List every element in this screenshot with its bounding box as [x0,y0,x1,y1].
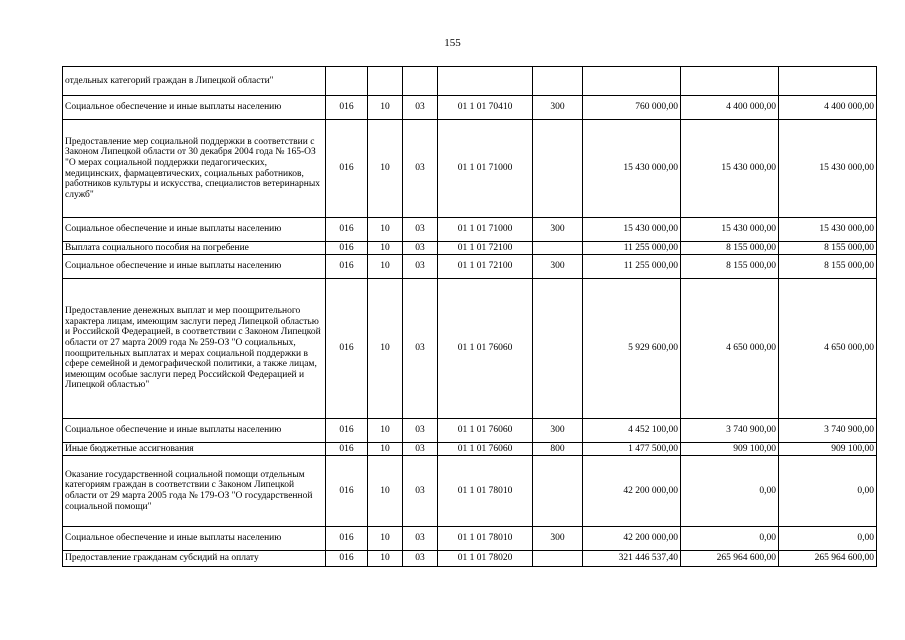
target-code: 01 1 01 76060 [438,419,533,443]
section-code: 10 [368,96,403,120]
expense-type-code [533,551,583,567]
table-row [63,96,877,120]
amount-year-2 [681,67,779,96]
section-code: 10 [368,443,403,456]
subsection-code: 03 [403,527,438,551]
subsection-code: 03 [403,456,438,527]
table-row [63,67,877,96]
amount-year-1: 1 477 500,00 [583,443,681,456]
table-row [63,551,877,567]
amount-year-2: 0,00 [681,456,779,527]
section-code: 10 [368,255,403,279]
table-row [63,456,877,527]
expense-type-code [533,279,583,419]
expense-type-code [533,67,583,96]
table-row [63,255,877,279]
amount-year-2: 4 650 000,00 [681,279,779,419]
table-row [63,419,877,443]
ministry-code: 016 [326,96,368,120]
amount-year-1 [583,67,681,96]
amount-year-1: 15 430 000,00 [583,218,681,242]
amount-year-1: 760 000,00 [583,96,681,120]
ministry-code: 016 [326,443,368,456]
subsection-code: 03 [403,443,438,456]
target-code: 01 1 01 71000 [438,120,533,218]
amount-year-2: 15 430 000,00 [681,120,779,218]
expense-type-code [533,120,583,218]
ministry-code: 016 [326,218,368,242]
amount-year-1: 11 255 000,00 [583,255,681,279]
target-code: 01 1 01 70410 [438,96,533,120]
expense-type-code: 300 [533,255,583,279]
row-name: Социальное обеспечение и иные выплаты населению [63,96,326,120]
row-name: Социальное обеспечение и иные выплаты населению [63,255,326,279]
table-row [63,443,877,456]
subsection-code: 03 [403,551,438,567]
section-code: 10 [368,279,403,419]
amount-year-2: 909 100,00 [681,443,779,456]
ministry-code: 016 [326,551,368,567]
page-number: 155 [444,37,461,49]
expense-type-code [533,456,583,527]
target-code: 01 1 01 72100 [438,242,533,255]
subsection-code: 03 [403,242,438,255]
table-row [63,242,877,255]
amount-year-2: 8 155 000,00 [681,242,779,255]
expense-type-code: 300 [533,527,583,551]
row-name: Предоставление денежных выплат и мер поощрительного характера лицам, имеющим заслуги перед Липецкой областью и Российской Федерацией, в соответствии с Законом Липецкой области от 27 марта 2009 года № 259-ОЗ "О социальных, поощрительных выплатах и мерах социальной поддержки в сфере семейной и демографической политики, а также лицам, имеющим особые заслуги перед Российской Федерацией и Липецкой областью" [63,279,326,419]
subsection-code [403,67,438,96]
ministry-code: 016 [326,120,368,218]
section-code: 10 [368,218,403,242]
amount-year-2: 15 430 000,00 [681,218,779,242]
row-name: Оказание государственной социальной помощи отдельным категориям граждан в соответствии с Законом Липецкой области от 29 марта 2005 года № 179-ОЗ "О государственной социальной помощи" [63,456,326,527]
budget-table [62,66,877,567]
amount-year-1: 42 200 000,00 [583,456,681,527]
subsection-code: 03 [403,279,438,419]
row-name: Социальное обеспечение и иные выплаты населению [63,419,326,443]
amount-year-1: 4 452 100,00 [583,419,681,443]
amount-year-2: 265 964 600,00 [681,551,779,567]
amount-year-1: 5 929 600,00 [583,279,681,419]
row-name: Предоставление мер социальной поддержки в соответствии с Законом Липецкой области от 30 декабря 2004 года № 165-ОЗ "О мерах социальной поддержки педагогических, медицинских, фармацевтических, социальных работников, работников культуры и искусства, специалистов ветеринарных служб" [63,120,326,218]
amount-year-3: 4 650 000,00 [779,279,877,419]
subsection-code: 03 [403,218,438,242]
table-row [63,218,877,242]
amount-year-2: 3 740 900,00 [681,419,779,443]
amount-year-3: 909 100,00 [779,443,877,456]
amount-year-3: 8 155 000,00 [779,242,877,255]
subsection-code: 03 [403,255,438,279]
amount-year-1: 321 446 537,40 [583,551,681,567]
section-code: 10 [368,527,403,551]
section-code: 10 [368,242,403,255]
table-row [63,120,877,218]
amount-year-3: 0,00 [779,456,877,527]
amount-year-3 [779,67,877,96]
target-code [438,67,533,96]
ministry-code: 016 [326,527,368,551]
row-name: Иные бюджетные ассигнования [63,443,326,456]
row-name: Предоставление гражданам субсидий на оплату [63,551,326,567]
amount-year-1: 15 430 000,00 [583,120,681,218]
table-row [63,279,877,419]
amount-year-1: 42 200 000,00 [583,527,681,551]
ministry-code [326,67,368,96]
subsection-code: 03 [403,96,438,120]
ministry-code: 016 [326,279,368,419]
table-row [63,527,877,551]
amount-year-3: 265 964 600,00 [779,551,877,567]
target-code: 01 1 01 76060 [438,443,533,456]
expense-type-code [533,242,583,255]
ministry-code: 016 [326,456,368,527]
expense-type-code: 300 [533,419,583,443]
amount-year-2: 0,00 [681,527,779,551]
expense-type-code: 800 [533,443,583,456]
target-code: 01 1 01 71000 [438,218,533,242]
amount-year-3: 4 400 000,00 [779,96,877,120]
amount-year-1: 11 255 000,00 [583,242,681,255]
amount-year-3: 0,00 [779,527,877,551]
ministry-code: 016 [326,419,368,443]
amount-year-3: 3 740 900,00 [779,419,877,443]
expense-type-code: 300 [533,218,583,242]
amount-year-2: 4 400 000,00 [681,96,779,120]
row-name: Социальное обеспечение и иные выплаты населению [63,527,326,551]
row-name: Выплата социального пособия на погребение [63,242,326,255]
section-code: 10 [368,120,403,218]
amount-year-3: 8 155 000,00 [779,255,877,279]
subsection-code: 03 [403,419,438,443]
section-code: 10 [368,456,403,527]
target-code: 01 1 01 78020 [438,551,533,567]
ministry-code: 016 [326,255,368,279]
row-name: Социальное обеспечение и иные выплаты населению [63,218,326,242]
expense-type-code: 300 [533,96,583,120]
amount-year-3: 15 430 000,00 [779,120,877,218]
section-code [368,67,403,96]
subsection-code: 03 [403,120,438,218]
target-code: 01 1 01 78010 [438,456,533,527]
target-code: 01 1 01 72100 [438,255,533,279]
row-name: отдельных категорий граждан в Липецкой области" [63,67,326,96]
amount-year-2: 8 155 000,00 [681,255,779,279]
section-code: 10 [368,551,403,567]
target-code: 01 1 01 78010 [438,527,533,551]
amount-year-3: 15 430 000,00 [779,218,877,242]
ministry-code: 016 [326,242,368,255]
section-code: 10 [368,419,403,443]
target-code: 01 1 01 76060 [438,279,533,419]
